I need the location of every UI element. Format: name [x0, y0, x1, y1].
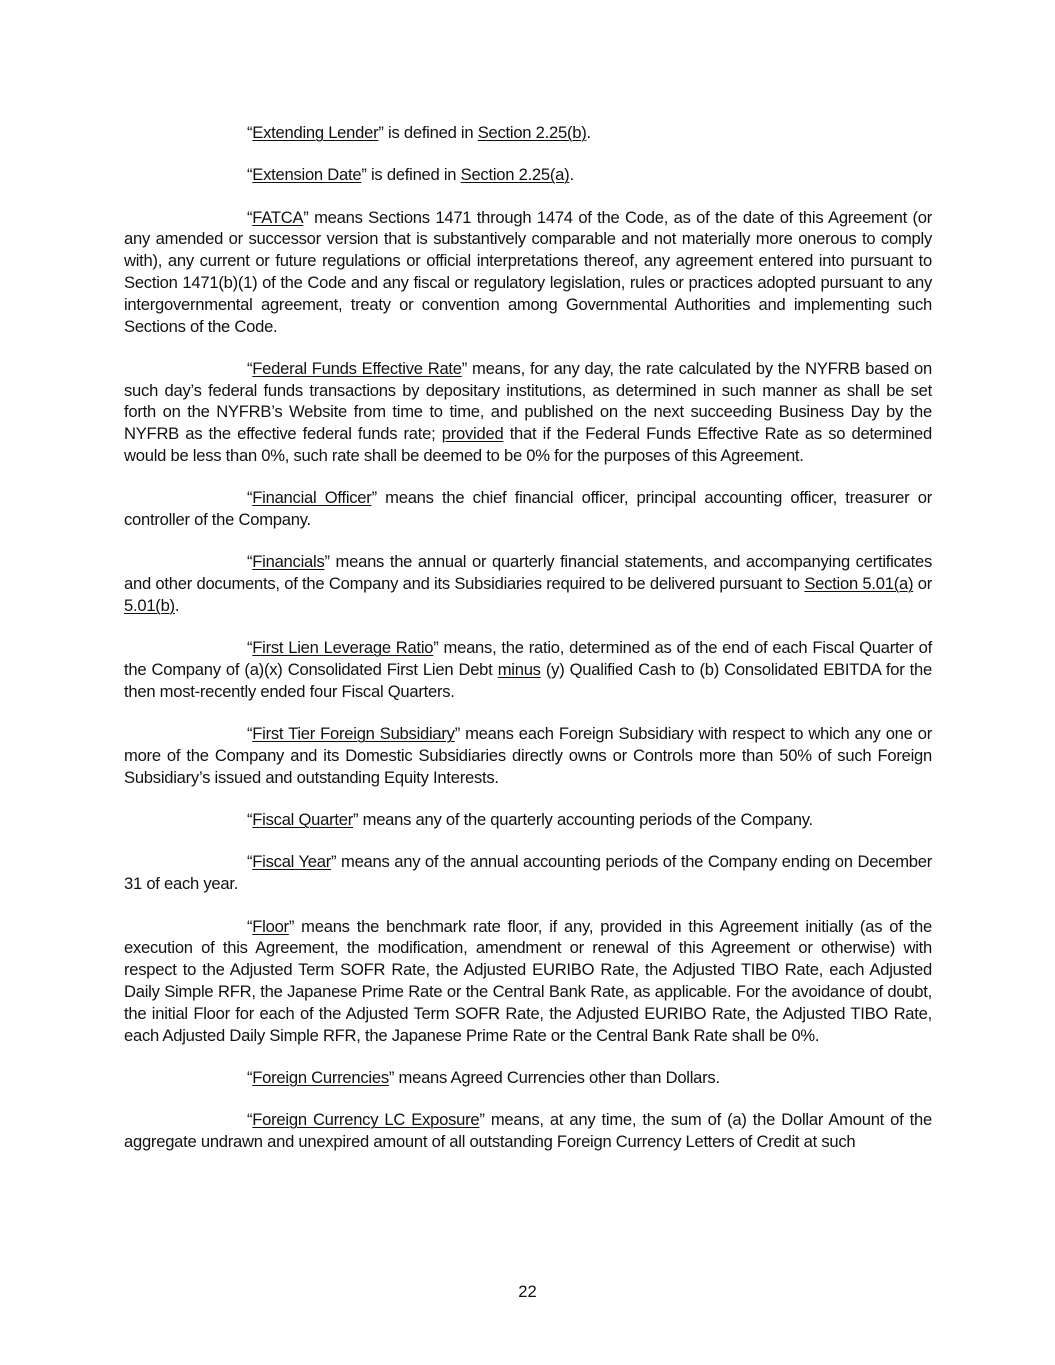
close-quote: ”: [433, 638, 439, 658]
close-quote: ”: [479, 1110, 485, 1130]
defined-term: Fiscal Quarter: [252, 810, 353, 830]
definition-paragraph: [124, 487, 932, 531]
open-quote: “: [247, 165, 253, 185]
definition-text: is defined in: [366, 165, 461, 185]
definition-paragraph: [124, 916, 932, 1047]
definition-paragraph: [124, 207, 932, 338]
cross-reference: Section 5.01(a): [804, 574, 914, 594]
defined-term: First Lien Leverage Ratio: [252, 638, 434, 658]
definition-paragraph: [124, 723, 932, 788]
cross-reference: Section 2.25(a): [460, 165, 570, 185]
definition-paragraph: [124, 551, 932, 616]
definition-text: means any of the annual accounting periods of the Company ending on December 31 of each year.: [124, 852, 932, 894]
definition-text: means, for any day, the rate calculated by the NYFRB based on such day’s federal funds transactions by depositary institutions, as determined in such manner as shall be set forth on the NYFRB’s Website from time to time, and published on the next succeeding Business Day by the NYFRB as the effective federal funds rate;: [124, 358, 932, 444]
defined-term: Extension Date: [252, 165, 362, 185]
close-quote: ”: [454, 724, 461, 744]
defined-term: First Tier Foreign Subsidiary: [252, 724, 455, 744]
definition-text: means Sections 1471 through 1474 of the Code, as of the date of this Agreement (or any amended or successor version that is substantively comparable and not materially more onerous to comply with), any current or future regulations or official interpretations thereof, any agreement entered into pursuant to Section 1471(b)(1) of the Code and any fiscal or regulatory legislation, rules or practices adopted pursuant to any intergovernmental agreement, treaty or convention among Governmental Authorities and implementing such Sections of the Code.: [124, 207, 932, 336]
open-quote: “: [247, 638, 253, 658]
definition-text: means the chief financial officer, principal accounting officer, treasurer or controller of the Company.: [124, 488, 932, 530]
open-quote: “: [247, 207, 253, 227]
defined-term: Federal Funds Effective Rate: [252, 358, 462, 378]
defined-term: Foreign Currencies: [252, 1067, 389, 1087]
defined-term: Foreign Currency LC Exposure: [252, 1110, 480, 1130]
defined-term: Financial Officer: [252, 488, 372, 508]
defined-term: Fiscal Year: [252, 852, 332, 872]
definition-text: is defined in: [383, 123, 478, 142]
definition-text: means each Foreign Subsidiary with respect to which any one or more of the Company and its Domestic Subsidiaries directly owns or Controls more than 50% of such Foreign Subsidiary’s issued and outstanding Equity Interests.: [124, 724, 932, 787]
close-quote: ”: [352, 810, 359, 830]
close-quote: ”: [331, 852, 337, 872]
definition-text: means, the ratio, determined as of the end of each Fiscal Quarter of the Company of (a)(x) Consolidated First Lien Debt: [124, 638, 932, 680]
document-body: [124, 122, 932, 1173]
open-quote: “: [247, 123, 253, 142]
definition-text: means the benchmark rate floor, if any, provided in this Agreement initially (as of the execution of this Agreement, the modification, amendment or renewal of this Agreement or otherwise) with respect to the Adjusted Term SOFR Rate, the Adjusted EURIBO Rate, the Adjusted TIBO Rate, each Adjusted Daily Simple RFR, the Japanese Prime Rate or the Central Bank Rate, as applicable. For the avoidance of doubt, the initial Floor for each of the Adjusted Term SOFR Rate, the Adjusted EURIBO Rate, the Adjusted TIBO Rate, each Adjusted Daily Simple RFR, the Japanese Prime Rate or the Central Bank Rate shall be 0%.: [124, 916, 932, 1045]
definition-paragraph: [124, 1067, 932, 1089]
close-quote: ”: [303, 207, 309, 227]
open-quote: “: [247, 810, 253, 830]
open-quote: “: [247, 916, 253, 936]
cross-reference: provided: [441, 424, 504, 444]
open-quote: “: [247, 1110, 253, 1130]
close-quote: ”: [361, 165, 367, 185]
definition-paragraph: [124, 637, 932, 702]
close-quote: ”: [371, 488, 377, 508]
definition-paragraph: [124, 122, 932, 144]
definition-text: .: [569, 165, 574, 185]
definition-text: (y) Qualified Cash to (b) Consolidated EBITDA for the then most-recently ended four Fiscal Quarters.: [124, 660, 932, 701]
definition-paragraph: [124, 809, 932, 831]
defined-term: Floor: [252, 916, 289, 936]
close-quote: ”: [288, 916, 295, 936]
definition-paragraph: [124, 851, 932, 895]
definition-text: .: [586, 123, 591, 142]
open-quote: “: [247, 852, 253, 872]
open-quote: “: [247, 358, 253, 378]
definition-paragraph: [124, 358, 932, 467]
cross-reference: Section 2.25(b): [477, 123, 587, 142]
defined-term: Extending Lender: [252, 123, 379, 142]
close-quote: ”: [388, 1067, 395, 1087]
close-quote: ”: [378, 123, 384, 142]
definition-text: means any of the quarterly accounting periods of the Company.: [358, 810, 813, 830]
page-number: 22: [518, 1282, 537, 1301]
close-quote: ”: [324, 552, 330, 572]
cross-reference: minus: [497, 660, 541, 680]
definition-paragraph: [124, 1109, 932, 1153]
definition-text: or: [913, 574, 932, 594]
open-quote: “: [247, 488, 253, 508]
definition-text: .: [174, 596, 180, 616]
definition-text: means the annual or quarterly financial statements, and accompanying certificates and other documents, of the Company and its Subsidiaries required to be delivered pursuant to: [124, 552, 932, 594]
cross-reference: 5.01(b): [124, 596, 175, 616]
open-quote: “: [247, 724, 253, 744]
close-quote: ”: [461, 358, 468, 378]
definition-text: means, at any time, the sum of (a) the Dollar Amount of the aggregate undrawn and unexpired amount of all outstanding Foreign Currency Letters of Credit at such: [124, 1110, 932, 1151]
definition-paragraph: [124, 164, 932, 186]
definition-text: means Agreed Currencies other than Dollars.: [394, 1067, 720, 1087]
open-quote: “: [247, 1067, 253, 1087]
definition-text: that if the Federal Funds Effective Rate as so determined would be less than 0%, such rate shall be deemed to be 0% for the purposes of this Agreement.: [124, 424, 933, 466]
open-quote: “: [247, 552, 253, 572]
defined-term: Financials: [252, 552, 325, 572]
defined-term: FATCA: [252, 207, 304, 227]
